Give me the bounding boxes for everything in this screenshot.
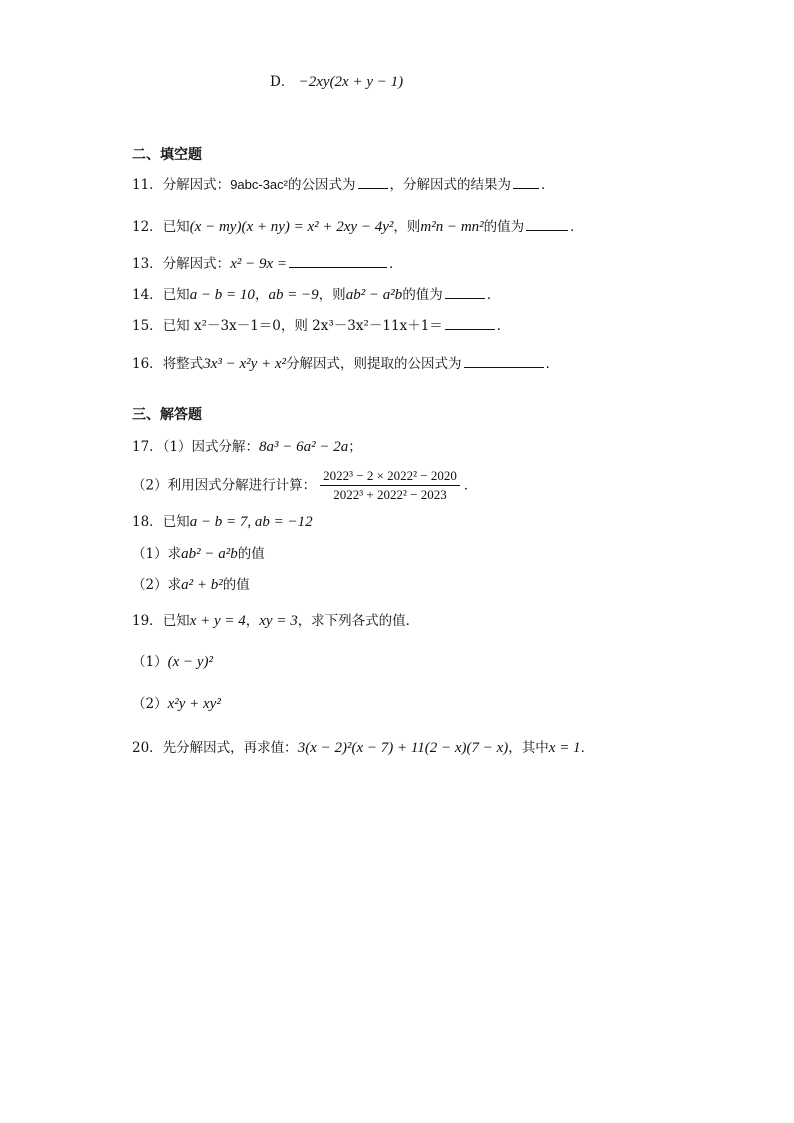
question-13: [132, 254, 403, 274]
math-expression: x = 1: [548, 740, 581, 756]
question-text: 已知: [162, 514, 190, 530]
question-text: ，: [245, 613, 260, 629]
math-expression: a − b = 10: [189, 287, 255, 303]
math-expression: x²y + xy²: [167, 696, 221, 712]
math-expression: 9abc-3ac²: [230, 177, 288, 192]
question-text: ，则: [318, 287, 346, 303]
question-18-part-2: [132, 575, 250, 595]
question-text: （2）求: [132, 577, 182, 593]
math-expression: a − b = 7, ab = −12: [189, 514, 313, 530]
question-number: 16．: [132, 356, 163, 372]
answer-blank[interactable]: [513, 175, 539, 189]
answer-blank[interactable]: [526, 217, 568, 231]
section-heading-answer: 三、解答题: [132, 407, 202, 423]
question-text: ，其中: [508, 740, 549, 756]
question-19-part-2: [132, 694, 221, 714]
section-heading-fill: 二、填空题: [132, 147, 202, 163]
question-end: ．: [496, 318, 511, 334]
question-end: ．: [389, 256, 403, 272]
question-11: [132, 175, 555, 195]
question-15: [132, 316, 510, 336]
math-expression: 8a³ − 6a² − 2a: [259, 439, 349, 455]
math-expression: x² − 9x =: [230, 256, 287, 272]
question-end: ．: [580, 740, 595, 756]
question-number: 14．: [132, 287, 163, 303]
question-19: [132, 611, 419, 631]
question-17-part-1: [132, 437, 362, 457]
question-text: ，求下列各式的值．: [297, 613, 420, 629]
question-end: ．: [570, 219, 584, 235]
answer-blank[interactable]: [464, 354, 544, 368]
fraction-numerator: 2022³ − 2 × 2022² − 2020: [320, 468, 460, 486]
answer-blank[interactable]: [445, 285, 485, 299]
question-number: 13．: [132, 256, 163, 272]
question-text: ，: [254, 287, 269, 303]
math-expression: 3(x − 2)²(x − 7) + 11(2 − x)(7 − x): [297, 740, 509, 756]
question-end: ．: [541, 177, 555, 193]
answer-blank[interactable]: [445, 316, 495, 330]
question-12: [132, 217, 584, 237]
math-expression: xy = 3: [259, 613, 298, 629]
question-text: 已知: [162, 287, 190, 303]
question-text: 的值: [222, 577, 250, 593]
question-number: 19．: [132, 613, 163, 629]
question-18: [132, 512, 313, 532]
question-end: ．: [463, 477, 478, 494]
question-text: 的值为: [402, 287, 443, 303]
question-text: 的值: [237, 546, 265, 562]
answer-blank[interactable]: [358, 175, 388, 189]
question-number: 18．: [132, 514, 163, 530]
question-text: ，分解因式的结果为: [389, 177, 511, 193]
question-text: （2）: [132, 696, 168, 712]
math-expression: ab = −9: [268, 287, 319, 303]
question-number: 15．: [132, 318, 163, 334]
fraction-denominator: 2022³ + 2022² − 2023: [333, 487, 447, 502]
question-14: [132, 285, 500, 305]
question-20: [132, 738, 594, 758]
question-text: 已知: [162, 219, 190, 235]
question-end: ．: [545, 356, 560, 372]
question-16: [132, 354, 559, 374]
question-end: ．: [486, 287, 501, 303]
question-text: （2）利用因式分解进行计算：: [132, 477, 317, 494]
question-text: ，则: [393, 219, 421, 235]
question-number: 12．: [132, 219, 163, 235]
option-d-expression: −2xy(2x + y − 1): [298, 74, 404, 90]
option-d-label: D．: [270, 74, 295, 90]
fraction: [320, 468, 460, 503]
question-text: 已知 x²－3x－1＝0，则 2x³－3x²－11x＋1＝: [162, 318, 443, 334]
math-expression: 3x³ − x²y + x²: [203, 356, 287, 372]
math-expression: ab² − a²b: [345, 287, 403, 303]
question-number: 11．: [132, 177, 163, 193]
question-text: （1）因式分解：: [162, 439, 260, 455]
question-number: 20．: [132, 740, 163, 756]
question-19-part-1: [132, 652, 213, 672]
question-17-part-2: [132, 468, 477, 503]
math-expression: (x − my)(x + ny) = x² + 2xy − 4y²: [189, 219, 394, 235]
question-text: （1）求: [132, 546, 182, 562]
question-text: 分解因式：: [162, 256, 231, 272]
question-number: 17．: [132, 439, 163, 455]
question-text: 先分解因式，再求值：: [162, 740, 298, 756]
math-expression: a² + b²: [181, 577, 223, 593]
math-expression: x + y = 4: [189, 613, 246, 629]
question-text: 的公因式为: [288, 177, 356, 193]
question-text: 将整式: [162, 356, 204, 372]
math-expression: m²n − mn²: [420, 219, 484, 235]
question-text: 分解因式，则提取的公因式为: [286, 356, 462, 372]
question-text: 已知: [162, 613, 190, 629]
math-expression: ab² − a²b: [181, 546, 238, 562]
question-text: 分解因式：: [162, 177, 231, 193]
question-text: 的值为: [483, 219, 525, 235]
math-expression: (x − y)²: [167, 654, 214, 670]
question-18-part-1: [132, 544, 265, 564]
question-text: （1）: [132, 654, 168, 670]
option-d: [270, 72, 403, 92]
answer-blank[interactable]: [289, 254, 387, 268]
question-end: ；: [348, 439, 362, 455]
